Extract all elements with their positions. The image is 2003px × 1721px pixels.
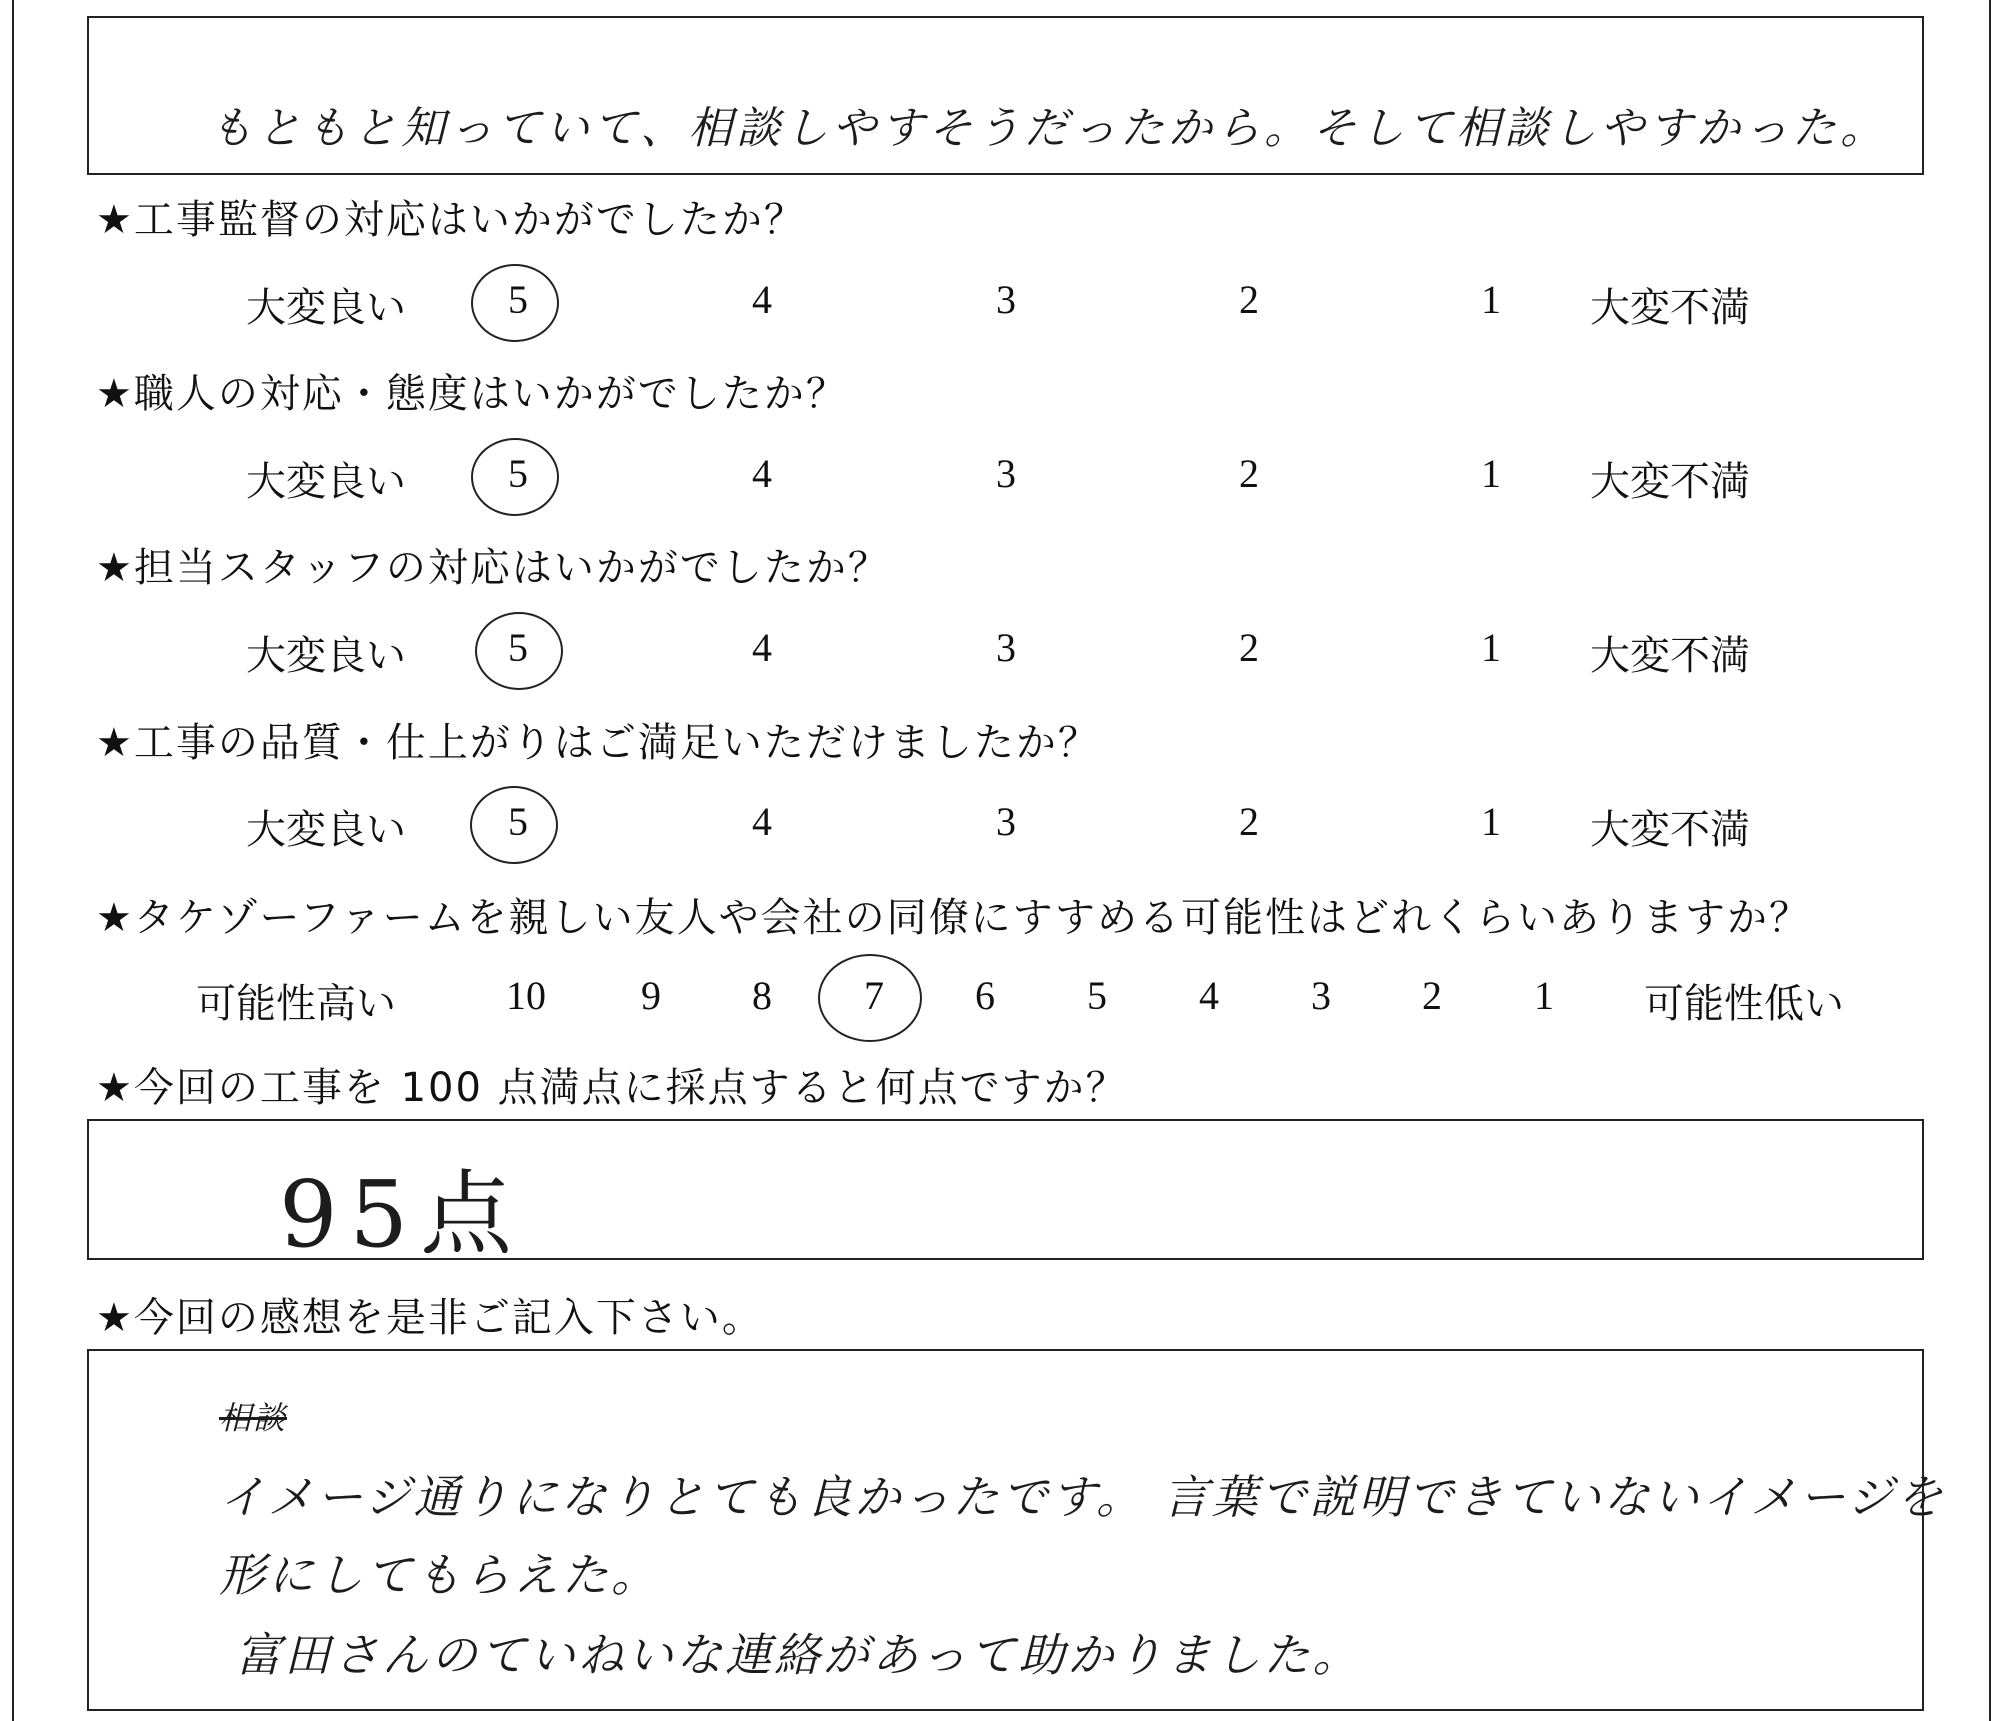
option-3[interactable]: 3: [996, 799, 1016, 844]
question-craftsmen: ★職人の対応・態度はいかがでしたか？: [96, 371, 848, 417]
question-supervisor: ★工事監督の対応はいかがでしたか？: [96, 197, 806, 243]
scale-right-label: 大変不満: [1590, 459, 1750, 505]
option-2[interactable]: 2: [1239, 625, 1259, 670]
option-10[interactable]: 10: [506, 973, 546, 1018]
option-1[interactable]: 1: [1481, 799, 1501, 844]
impression-line-2: 形にしてもらえた。: [219, 1548, 660, 1602]
page-border-left: [12, 0, 14, 1721]
option-4[interactable]: 4: [752, 277, 772, 322]
option-9[interactable]: 9: [641, 973, 661, 1018]
option-3[interactable]: 3: [1311, 973, 1331, 1018]
page-border-right: [1989, 0, 1991, 1721]
option-4[interactable]: 4: [752, 625, 772, 670]
option-5[interactable]: 5: [508, 277, 528, 322]
option-2[interactable]: 2: [1239, 799, 1259, 844]
impressions-box: [87, 1349, 1946, 1711]
scale10-left-label: 可能性高い: [196, 981, 396, 1027]
option-6[interactable]: 6: [975, 973, 995, 1018]
option-5[interactable]: 5: [1087, 973, 1107, 1018]
option-5[interactable]: 5: [508, 799, 528, 844]
scale-right-label: 大変不満: [1590, 807, 1750, 853]
scale-left-label: 大変良い: [246, 807, 406, 853]
option-4[interactable]: 4: [752, 451, 772, 496]
option-8[interactable]: 8: [752, 973, 772, 1018]
question-score: ★今回の工事を 100 点満点に採点すると何点ですか？: [96, 1065, 1128, 1111]
option-3[interactable]: 3: [996, 277, 1016, 322]
option-1[interactable]: 1: [1481, 625, 1501, 670]
option-3[interactable]: 3: [996, 625, 1016, 670]
option-7[interactable]: 7: [864, 973, 884, 1018]
top-comment-text: もともと知っていて、相談しやすそうだったから。そして相談しやすかった。: [209, 103, 1889, 154]
score-box: [87, 1119, 1924, 1268]
option-4[interactable]: 4: [1199, 973, 1219, 1018]
option-2[interactable]: 2: [1422, 973, 1442, 1018]
top-comment-box: [87, 16, 1924, 175]
impression-line-3: 富田さんのていねいな連絡があって助かりました。: [235, 1628, 1362, 1682]
question-staff: ★担当スタッフの対応はいかがでしたか？: [96, 545, 890, 591]
scale-right-label: 大変不満: [1590, 285, 1750, 331]
question-impressions: ★今回の感想を是非ご記入下さい。: [96, 1295, 764, 1341]
scale-left-label: 大変良い: [246, 459, 406, 505]
option-1[interactable]: 1: [1481, 451, 1501, 496]
option-2[interactable]: 2: [1239, 277, 1259, 322]
question-quality: ★工事の品質・仕上がりはご満足いただけましたか？: [96, 720, 1100, 766]
option-2[interactable]: 2: [1239, 451, 1259, 496]
option-3[interactable]: 3: [996, 451, 1016, 496]
option-4[interactable]: 4: [752, 799, 772, 844]
scale-left-label: 大変良い: [246, 633, 406, 679]
option-5[interactable]: 5: [508, 625, 528, 670]
option-1[interactable]: 1: [1534, 973, 1554, 1018]
option-5[interactable]: 5: [508, 451, 528, 496]
struck-word: 相談: [219, 1399, 288, 1437]
question-recommend: ★タケゾーファームを親しい友人や会社の同僚にすすめる可能性はどれくらいありますか？: [96, 895, 1812, 941]
score-text: 95点: [279, 1161, 525, 1268]
scale10-right-label: 可能性低い: [1644, 981, 1844, 1027]
scale-left-label: 大変良い: [246, 285, 406, 331]
option-1[interactable]: 1: [1481, 277, 1501, 322]
scale-right-label: 大変不満: [1590, 633, 1750, 679]
impression-line-1: イメージ通りになりとても良かったです。 言葉で説明できていないイメージを: [219, 1470, 1946, 1524]
